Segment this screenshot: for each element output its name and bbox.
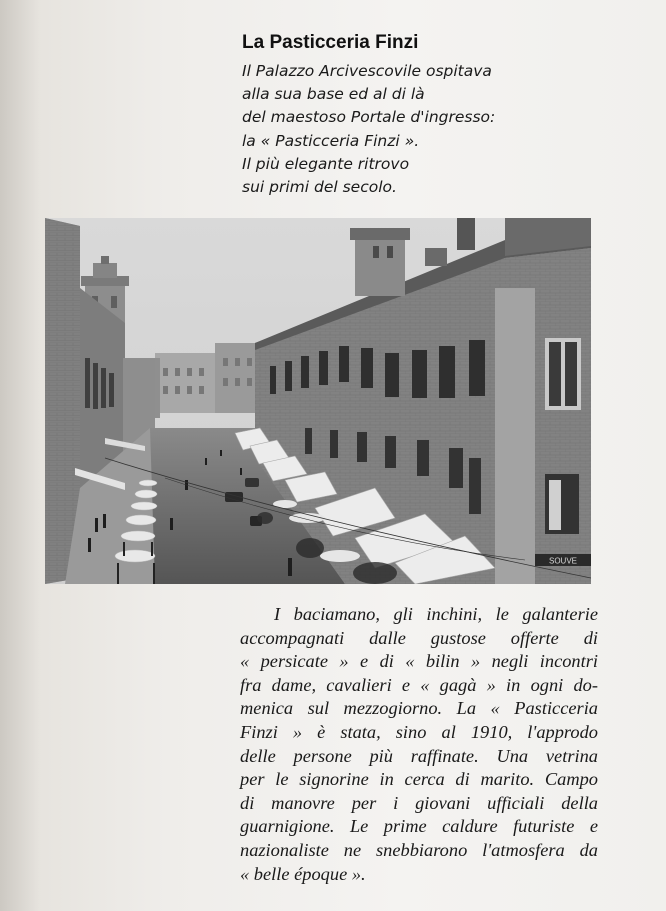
historic-street-photo xyxy=(45,218,591,584)
body-line: di manovre per i giovani ufficiali della xyxy=(240,792,598,813)
street-scene-illustration xyxy=(45,218,591,584)
caption-line: la « Pasticceria Finzi ». xyxy=(242,131,420,150)
body-line: « persicate » e di « bilin » negli incontri xyxy=(240,651,598,672)
body-line: guarnigione. Le prime caldure futuriste e xyxy=(240,816,598,837)
body-line: fra dame, cavalieri e « gagà » in ogni do- xyxy=(240,674,598,695)
body-line: nazionaliste ne snebbiarono l'atmosfera da xyxy=(240,839,598,860)
shop-sign-text: SOUVE xyxy=(548,556,578,566)
caption-line: del maestoso Portale d'ingresso: xyxy=(242,108,496,127)
photo-caption xyxy=(242,60,562,199)
page-heading: La Pasticceria Finzi xyxy=(242,32,419,53)
caption-line: sui primi del secolo. xyxy=(242,178,397,197)
body-line: « belle époque ». xyxy=(240,863,366,884)
caption-line: alla sua base ed al di là xyxy=(242,85,425,104)
body-line: delle persone più raffinate. Una vetrina xyxy=(240,745,598,766)
body-line: menica sul mezzogiorno. La « Pasticceria xyxy=(240,698,598,719)
body-paragraph xyxy=(240,603,598,886)
body-line: I baciamano, gli inchini, le galanterie xyxy=(274,604,598,624)
body-line: accompagnati dalle gustose offerte di xyxy=(240,627,598,648)
caption-line: Il più elegante ritrovo xyxy=(242,154,410,173)
body-line: Finzi » è stata, sino al 1910, l'approdo xyxy=(240,721,598,742)
body-line: per le signorine in cerca di marito. Campo xyxy=(240,769,598,790)
page-gutter-shadow xyxy=(0,0,40,911)
caption-line: Il Palazzo Arcivescovile ospitava xyxy=(242,62,492,80)
